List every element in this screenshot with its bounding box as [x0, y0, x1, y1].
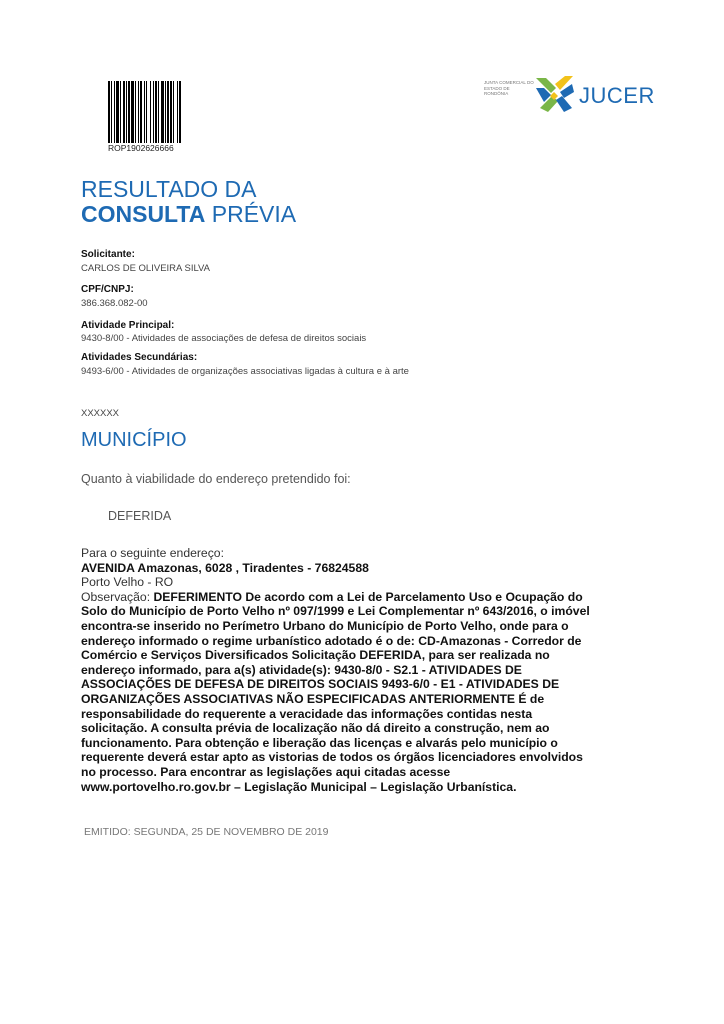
solicitante-value: CARLOS DE OLIVEIRA SILVA [81, 263, 211, 274]
address-intro: Para o seguinte endereço: [81, 546, 224, 560]
address-block [81, 546, 621, 794]
observation-line-first [81, 590, 621, 605]
placeholder-text: XXXXXX [81, 408, 120, 419]
observation-line: responsabilidade do requerente a veracidade das informações contidas nesta [81, 706, 533, 721]
observation-line: endereço informado, para a(s) atividade(s): 9430-8/0 - S2.1 - ATIVIDADES DE [81, 662, 522, 677]
barcode [108, 81, 188, 143]
observation-line: www.portovelho.ro.gov.br – Legislação Municipal – Legislação Urbanística. [81, 779, 517, 794]
address-line: AVENIDA Amazonas, 6028 , Tiradentes - 76824588 [81, 560, 369, 575]
observation-label: Observação: [81, 589, 154, 604]
atividades-secundarias-value: 9493-6/00 - Atividades de organizações associativas ligadas à cultura e à arte [81, 366, 409, 377]
title-line-2 [81, 202, 296, 227]
atividades-secundarias-label: Atividades Secundárias: [81, 352, 198, 363]
atividade-principal-value: 9430-8/00 - Atividades de associações de defesa de direitos sociais [81, 333, 367, 344]
title-bold-word: CONSULTA [81, 201, 206, 227]
observation-line: no processo. Para encontrar as legislações aqui citadas acesse [81, 764, 451, 779]
observation-line: endereço informado o regime urbanístico adotado é o de: CD-Amazonas - Corredor de [81, 633, 582, 648]
observation-text: DEFERIMENTO De acordo com a Lei de Parcelamento Uso e Ocupação do [153, 589, 583, 604]
cpf-value: 386.368.082-00 [81, 298, 148, 309]
page-title [81, 177, 296, 227]
status-badge: DEFERIDA [108, 509, 172, 523]
emitted-date: EMITIDO: SEGUNDA, 25 DE NOVEMBRO DE 2019 [84, 826, 329, 838]
observation-line: Solo do Município de Porto Velho nº 097/1999 e Lei Complementar nº 643/2016, o imóvel [81, 604, 590, 619]
barcode-code: ROP1902626666 [108, 143, 174, 153]
observation-line: ORGANIZAÇÕES ASSOCIATIVAS NÃO ESPECIFICADAS ANTERIORMENTE É de [81, 691, 545, 706]
logo-org-text: JUNTA COMERCIAL DO ESTADO DE RONDÔNIA [484, 80, 534, 96]
atividade-principal-label: Atividade Principal: [81, 320, 175, 331]
jucer-logo [484, 72, 655, 122]
section-title-municipio: MUNICÍPIO [81, 429, 187, 451]
observation-line: funcionamento. Para obtenção e liberação das licenças e alvarás pelo município o [81, 735, 558, 750]
city-line: Porto Velho - RO [81, 575, 174, 590]
title-rest: PRÉVIA [205, 201, 297, 227]
cpf-label: CPF/CNPJ: [81, 284, 134, 295]
observation-line: ASSOCIAÇÕES DE DEFESA DE DIREITOS SOCIAIS 9493-6/0 - E1 - ATIVIDADES DE [81, 677, 560, 692]
jucer-logo-mark-icon [534, 74, 576, 116]
title-line-1: RESULTADO DA [81, 176, 257, 202]
observation-line: requerente deverá estar apto as vistorias de todos os órgãos licenciadores envolvidos [81, 750, 583, 765]
observation-line: solicitação. A consulta prévia de localização não dá direito a construção, nem ao [81, 721, 550, 736]
observation-line: encontra-se inserido no Perímetro Urbano do Município de Porto Velho, onde para o [81, 618, 569, 633]
observation-line: Comércio e Serviços Diversificados Solicitação DEFERIDA, para ser realizada no [81, 648, 550, 663]
logo-wordmark: JUCER [579, 83, 655, 108]
viability-question: Quanto à viabilidade do endereço pretendido foi: [81, 472, 351, 486]
solicitante-label: Solicitante: [81, 249, 135, 260]
